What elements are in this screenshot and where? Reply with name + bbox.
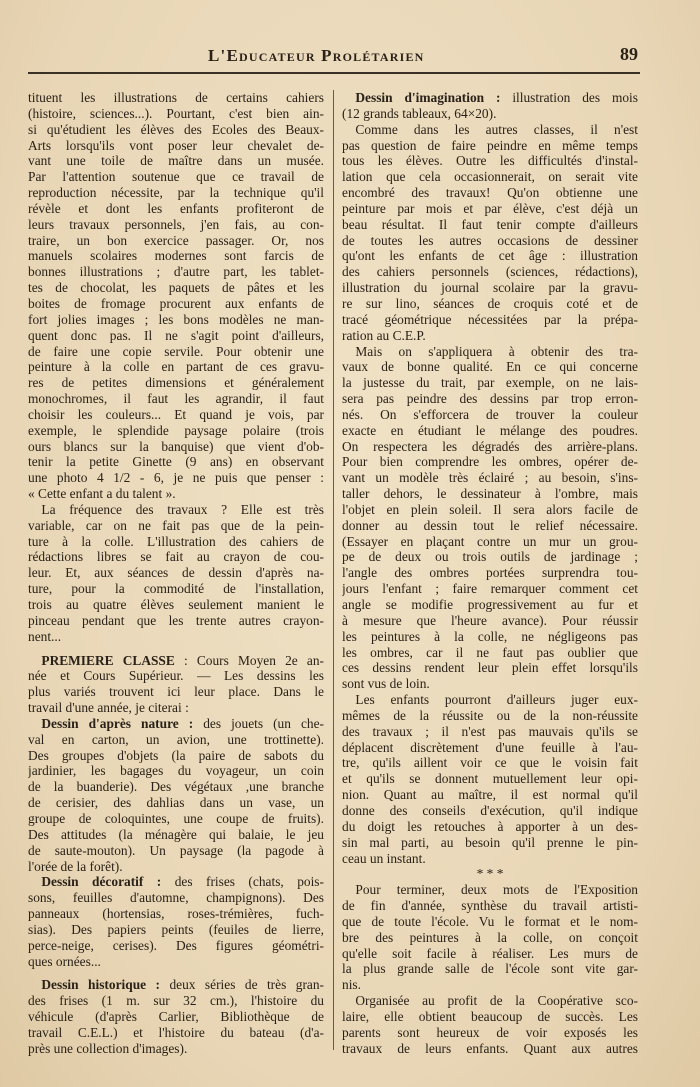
text-line: (histoire, sciences...). Pourtant, c'est bien ain- <box>28 105 324 121</box>
text-line: tes de chocolat, les paquets de pâtes et les <box>28 280 324 296</box>
text-line: Comme dans les autres classes, il n'est <box>342 121 638 137</box>
text-line: travail C.E.L.) et l'histoire du bateau (d'a- <box>28 1024 324 1040</box>
text-line: ceau un instant. <box>342 850 426 866</box>
text-line: fort jolies images ; les bons modèles ne man- <box>28 311 324 327</box>
text-line: sont vus de loin. <box>342 676 430 692</box>
text-line: Des attitudes (la ménagère qui balaie, le jeu <box>28 826 324 842</box>
text-line: ration au C.E.P. <box>342 327 426 343</box>
text-line: nent... <box>28 628 62 644</box>
text-line: ours blancs sur la banquise) que vient d'ob- <box>28 438 324 454</box>
text-line: jours l'enfant ; faire remarquer comment cet <box>342 581 638 597</box>
text-line: qu'ont les enfants de cet âge : illustration <box>342 248 638 264</box>
text-line: l'objet en plein soleil. Il sera alors facile de <box>342 501 638 517</box>
text-line: res de petites dimensions et généralement <box>28 375 324 391</box>
column-divider <box>333 90 334 1050</box>
text-line: groupe de coloquintes, une coupe de fruits). <box>28 810 324 826</box>
text-line: Des groupes d'objets (la paire de sabots du <box>28 747 324 763</box>
text-line: Dessin historique : deux séries de très gran- <box>41 977 324 993</box>
text-line: travail d'une année, je citerai : <box>28 700 189 716</box>
text-line: parents sont heureux de voir exposés les <box>342 1024 638 1040</box>
text-line: nion. Quant au maître, il est normal qu'il <box>342 787 638 803</box>
text-line: beau résultat. Il faut tenir compte d'ailleurs <box>342 216 638 232</box>
text-line: jardinier, les bagages du voyageur, un coin <box>28 763 324 779</box>
text-line: La fréquence des travaux ? Elle est très <box>28 501 324 517</box>
text-line: de saute-mouton). Un paysage (la pagode à <box>28 842 324 858</box>
text-line: les ombres, car il ne faut pas oublier que <box>342 644 638 660</box>
text-line: (Essayer en plaçant contre un mur un grou- <box>342 533 638 549</box>
text-line: Les enfants pourront d'ailleurs juger eux- <box>342 692 638 708</box>
text-line: Dessin d'après nature : des jouets (un che- <box>41 715 324 731</box>
text-line: Mais on s'appliquera à obtenir des tra- <box>342 343 638 359</box>
text-line: val en carton, un avion, une trottinette). <box>28 731 324 747</box>
text-line: de fin d'année, synthèse du travail artisti- <box>342 898 638 914</box>
page-number: 89 <box>620 44 638 64</box>
journal-title: L'Educateur Prolétarien <box>208 46 425 65</box>
text-line: exemple, le splendide paysage polaire (trois <box>28 422 324 438</box>
right-column <box>342 90 638 1056</box>
text-line: Organisée au profit de la Coopérative sco- <box>342 993 638 1009</box>
text-line: une photo 4 1/2 - 6, je ne puis que penser : <box>28 470 324 486</box>
text-line: véhicule (d'après Carlier, Bibliothèque de <box>28 1009 324 1025</box>
text-line: reproduction nécessite, par la technique qu'il <box>28 185 324 201</box>
text-line: de la buanderie). Des végétaux ,une branche <box>28 779 324 795</box>
text-line: manuels scolaires modernes sont farcis de <box>28 248 324 264</box>
text-line: vant un modèle très éclairé ; au besoin, s'ins- <box>342 470 638 486</box>
running-header <box>28 42 640 74</box>
text-line: et qu'ils se donnent mutuellement leur opi- <box>342 771 638 787</box>
text-line: PREMIERE CLASSE : Cours Moyen 2e an- <box>41 652 324 668</box>
text-line: de toutes les autres occasions de dessiner <box>342 232 638 248</box>
text-line: rédactions libres se fait au crayon de cou- <box>28 549 324 565</box>
text-line: sera pas peindre des dessins par trop erron- <box>342 391 638 407</box>
text-line: angle se modifie progressivement au fur et <box>342 597 638 612</box>
text-line: « Cette enfant a du talent ». <box>28 486 176 502</box>
text-line: tenir la petite Ginette (9 ans) en observant <box>28 454 324 470</box>
text-line: pinceau pendant que les trente autres crayon- <box>28 612 324 628</box>
text-line: pas question de faire peindre en même temps <box>342 137 638 153</box>
left-column <box>28 90 324 1056</box>
text-line: de faire une copie servile. Pour obtenir une <box>28 343 324 359</box>
text-line: vant une toile de maître dans un musée. <box>28 153 324 169</box>
text-line: peinture à la colle en partant de ces gravu- <box>28 359 324 375</box>
text-line: trois au quatre élèves seulement manient le <box>28 597 324 612</box>
text-line: à mesure que l'heure avance). Pour réussir <box>342 612 638 628</box>
text-line: Arts lorsqu'ils vont poser leur chevalet de- <box>28 137 324 153</box>
text-line: l'orée de la forêt). <box>28 858 123 874</box>
text-line: des cahiers personnels (sciences, rédactions), <box>342 264 638 280</box>
text-line: lation que cela occasionnerait, on serait vite <box>342 169 638 185</box>
text-line: bre des peintures à la colle, on conçoit <box>342 929 638 945</box>
text-line: laire, elle obtient beaucoup de succès. Les <box>342 1008 638 1024</box>
text-line: (12 grands tableaux, 64×20). <box>342 105 497 121</box>
text-line: boites de fromage procurent aux enfants de <box>28 295 324 311</box>
text-line: près une collection d'images). <box>28 1040 188 1056</box>
text-line: nés. On s'efforcera de trouver la couleur <box>342 406 638 422</box>
text-line: * * * <box>476 866 504 882</box>
text-line: que de toute l'école. Vu le format et le nom- <box>342 913 638 929</box>
text-line: de cerisier, des dahlias dans un vase, un <box>28 795 324 811</box>
text-line: Dessin décoratif : des frises (chats, pois- <box>41 874 324 890</box>
text-line: révèle et dont les enfants profiteront de <box>28 200 324 216</box>
text-line: ture, pour la commodité de l'installation, <box>28 581 324 597</box>
text-line: tituent les illustrations de certains cahiers <box>28 90 324 105</box>
paragraph-gap <box>28 969 324 977</box>
text-line: choisir les couleurs... Et quand je vois, par <box>28 406 324 422</box>
text-line: si qu'étudient les élèves des Ecoles des Beaux- <box>28 121 324 137</box>
text-line: sons, feuilles d'automne, champignons). Des <box>28 890 324 906</box>
text-line: leurs travaux personnels, j'en fais, au con- <box>28 216 324 232</box>
paragraph-gap <box>28 645 324 653</box>
text-line: peinture par mois et par élève, c'est déjà un <box>342 200 638 216</box>
text-line: Pour bien comprendre les ombres, opérer de- <box>342 454 638 470</box>
text-line: bonnes illustrations ; d'autre part, les tablet- <box>28 264 324 280</box>
text-line: Pour terminer, deux mots de l'Exposition <box>342 882 638 898</box>
text-line: du doigt les retouches à apporter à un des- <box>342 818 638 834</box>
text-line: des travaux ; il n'est pas mauvais qu'ils se <box>342 723 638 739</box>
text-line: illustration du journal scolaire par la gravu- <box>342 280 638 296</box>
text-line: monochromes, il faut les agrandir, il faut <box>28 391 324 407</box>
text-line: donner au dessin tout le relief nécessaire. <box>342 517 638 533</box>
text-line: la plus grande salle de l'école sont vite gar- <box>342 961 638 977</box>
text-line: On respectera les dégradés des arrière-plans. <box>342 438 638 454</box>
text-line: mêmes de la réussite ou de la non-réussite <box>342 707 638 723</box>
text-line: sin mal parti, au besoin qu'il prenne le pin- <box>342 834 638 850</box>
text-line: panneaux (hortensias, roses-trémières, fuch- <box>28 906 324 922</box>
text-line: travaux de leurs enfants. Quant aux autres <box>342 1040 638 1056</box>
text-line: nis. <box>342 977 361 993</box>
text-line: tre, qu'ils aillent voir ce que le voisin fait <box>342 755 638 771</box>
text-line: des frises (1 m. sur 32 cm.), l'histoire du <box>28 993 324 1009</box>
text-line: ques ornées... <box>28 953 101 969</box>
text-line: leur. Et, aux séances de dessin d'après na- <box>28 565 324 581</box>
text-line: pe de deux ou trois outils de jardinage ; <box>342 549 638 565</box>
text-line: re sur lino, séances de croquis coté et de <box>342 295 638 311</box>
text-line: exacte en étudiant le mélange des poudres. <box>342 422 638 438</box>
text-line: la justesse du trait, par exemple, on ne lais- <box>342 375 638 391</box>
text-line: ture à la colle. L'illustration des cahiers de <box>28 533 324 549</box>
text-line: variable, car on ne fait pas que de la pein- <box>28 517 324 533</box>
text-line: qu'elle soit facile à réaliser. Les murs de <box>342 945 638 961</box>
text-line: traire, un bon exercice passager. Or, nos <box>28 232 324 248</box>
text-line: ces dessins rendent leur plein effet lorsqu'ils <box>342 660 638 676</box>
text-line: plus variés trouvent ici leur place. Dans le <box>28 684 324 700</box>
text-line: sias). Des papiers peints (feuiles de lierre, <box>28 921 324 937</box>
text-line: quent donc pas. Il ne s'agit point d'ailleurs, <box>28 327 324 343</box>
text-line: Par l'attention soutenue que ce travail de <box>28 169 324 185</box>
text-line: tous les élèves. Outre les difficultés d'instal- <box>342 153 638 169</box>
text-line: les peintures à la colle, ne négligeons pas <box>342 628 638 644</box>
text-line: l'angle des ombres portées surprendra tou- <box>342 565 638 581</box>
text-line: née et Cours Supérieur. — Les dessins les <box>28 668 324 684</box>
text-line: taller dehors, le dessinateur à l'ombre, mais <box>342 486 638 502</box>
text-line: tracé géométrique nécessitées par la prépa- <box>342 311 638 327</box>
text-line: déplacent discrètement d'une feuille à l'au- <box>342 739 638 755</box>
text-line: Dessin d'imagination : illustration des mois <box>355 90 638 105</box>
text-line: vaux de bonne qualité. En ce qui concerne <box>342 359 638 375</box>
text-line: donne des conseils d'exécution, qu'il indique <box>342 802 638 818</box>
text-line: encombré des travaux! Qu'on obtienne une <box>342 185 638 201</box>
text-line: perce-neige, cerises). Des figures géométri- <box>28 937 324 953</box>
